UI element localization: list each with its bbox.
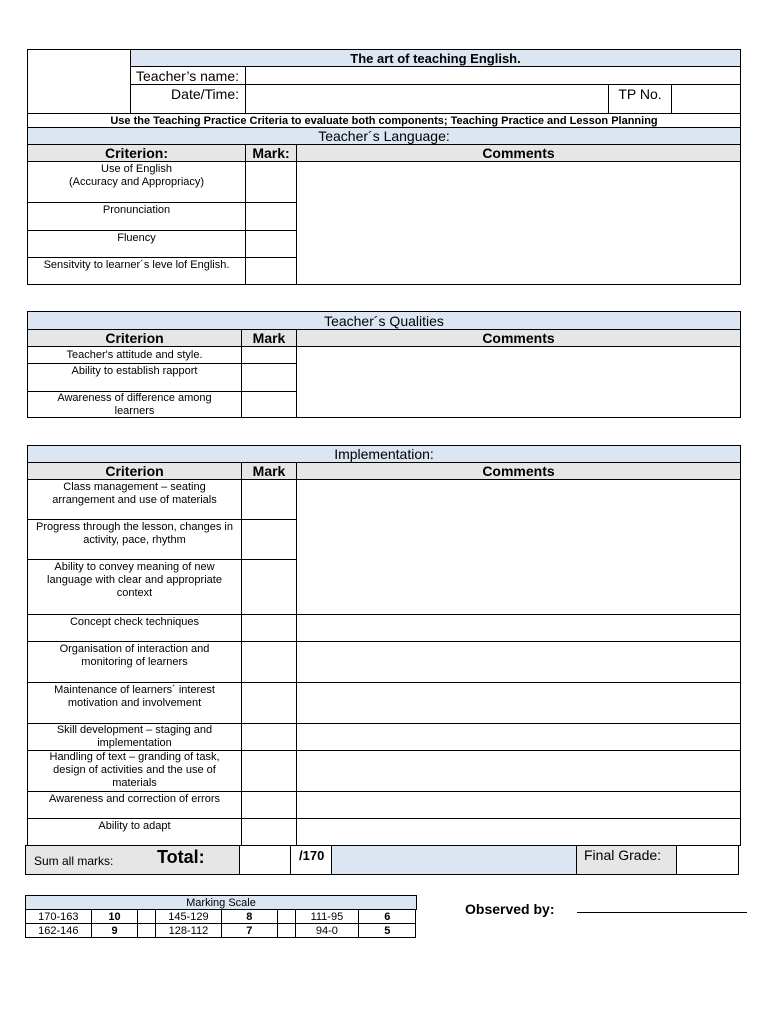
implementation-criterion-motivation: Maintenance of learners´ interest motivation and involvement [27, 682, 242, 724]
qualities-mark-field[interactable] [241, 391, 297, 418]
total-label: Total: [157, 847, 205, 867]
scale-spacer [138, 924, 156, 938]
implementation-comments-field[interactable] [296, 614, 741, 642]
implementation-criterion-convey-meaning: Ability to convey meaning of new language with clear and appropriate context [27, 559, 242, 615]
total-field[interactable] [239, 845, 291, 875]
teacher-name-label: Teacher’s name: [130, 66, 246, 85]
teacher-name-field[interactable] [245, 66, 741, 85]
scale-range: 145-129 [156, 910, 222, 924]
implementation-mark-field[interactable] [241, 791, 297, 819]
date-time-label: Date/Time: [130, 84, 246, 114]
language-comments-field[interactable] [296, 161, 741, 285]
implementation-criterion-class-management: Class management – seating arrangement and use of materials [27, 479, 242, 520]
scale-grade: 8 [221, 910, 277, 924]
scale-grade: 7 [221, 924, 277, 938]
implementation-mark-header: Mark [241, 462, 297, 480]
implementation-criterion-handling-text: Handling of text – granding of task, design of activities and the use of materials [27, 750, 242, 792]
implementation-criterion-skill-development: Skill development – staging and implementation [27, 723, 242, 751]
implementation-comments-field[interactable] [296, 479, 741, 615]
tp-number-field[interactable] [671, 84, 741, 114]
implementation-mark-field[interactable] [241, 818, 297, 846]
implementation-comments-field[interactable] [296, 818, 741, 846]
language-criterion-header: Criterion: [27, 144, 246, 162]
implementation-mark-field[interactable] [241, 723, 297, 751]
implementation-mark-field[interactable] [241, 641, 297, 683]
scale-end [416, 924, 417, 938]
final-grade-field[interactable] [676, 845, 739, 875]
logo-cell [27, 49, 131, 114]
language-comments-header: Comments [296, 144, 741, 162]
marking-scale-title: Marking Scale [26, 896, 417, 910]
qualities-criterion-attitude: Teacher's attitude and style. [27, 346, 242, 364]
implementation-criterion-progress: Progress through the lesson, changes in activity, pace, rhythm [27, 519, 242, 560]
implementation-mark-field[interactable] [241, 682, 297, 724]
sum-all-marks-label: Sum all marks: [34, 854, 114, 868]
qualities-mark-field[interactable] [241, 346, 297, 364]
marking-scale-row [26, 924, 417, 938]
marking-scale-title-row [26, 896, 417, 910]
implementation-comments-field[interactable] [296, 791, 741, 819]
implementation-comments-field[interactable] [296, 682, 741, 724]
final-grade-label: Final Grade: [576, 845, 677, 875]
qualities-comments-header: Comments [296, 329, 741, 347]
implementation-mark-field[interactable] [241, 559, 297, 615]
language-mark-field[interactable] [245, 230, 297, 258]
implementation-mark-field[interactable] [241, 519, 297, 560]
scale-end [416, 910, 417, 924]
implementation-criterion-concept-check: Concept check techniques [27, 614, 242, 642]
implementation-mark-field[interactable] [241, 479, 297, 520]
scale-range: 128-112 [156, 924, 222, 938]
instruction-text: Use the Teaching Practice Criteria to evaluate both components; Teaching Practice and Lesson Planning [27, 113, 741, 128]
implementation-comments-field[interactable] [296, 641, 741, 683]
marking-scale-table [25, 895, 417, 938]
language-mark-field[interactable] [245, 257, 297, 285]
scale-grade: 10 [91, 910, 138, 924]
sum-label-cell [25, 845, 240, 875]
marking-scale-row [26, 910, 417, 924]
total-blue-field[interactable] [331, 845, 577, 875]
implementation-criterion-adapt: Ability to adapt [27, 818, 242, 846]
language-mark-field[interactable] [245, 161, 297, 203]
tp-number-label: TP No. [608, 84, 672, 114]
scale-spacer [138, 910, 156, 924]
date-time-field[interactable] [245, 84, 609, 114]
observed-by-label: Observed by: [465, 901, 555, 917]
implementation-mark-field[interactable] [241, 614, 297, 642]
scale-spacer [277, 924, 295, 938]
language-mark-header: Mark: [245, 144, 297, 162]
qualities-section-title: Teacher´s Qualities [27, 311, 741, 330]
implementation-comments-header: Comments [296, 462, 741, 480]
language-section-title: Teacher´s Language: [27, 127, 741, 145]
observed-by-signature-line[interactable] [577, 912, 747, 913]
implementation-comments-field[interactable] [296, 750, 741, 792]
implementation-criterion-interaction: Organisation of interaction and monitoring of learners [27, 641, 242, 683]
qualities-comments-field[interactable] [296, 346, 741, 418]
scale-spacer [277, 910, 295, 924]
language-criterion-sensitivity: Sensitvity to learner´s leve lof English. [27, 257, 246, 285]
scale-grade: 6 [359, 910, 416, 924]
scale-range: 170-163 [26, 910, 92, 924]
qualities-mark-header: Mark [241, 329, 297, 347]
scale-range: 162-146 [26, 924, 92, 938]
scale-range: 111-95 [295, 910, 359, 924]
scale-grade: 9 [91, 924, 138, 938]
implementation-criterion-header: Criterion [27, 462, 242, 480]
language-criterion-pronunciation: Pronunciation [27, 202, 246, 231]
implementation-section-title: Implementation: [27, 445, 741, 463]
implementation-mark-field[interactable] [241, 750, 297, 792]
scale-range: 94-0 [295, 924, 359, 938]
implementation-criterion-error-correction: Awareness and correction of errors [27, 791, 242, 819]
language-criterion-use-of-english: Use of English (Accuracy and Appropriacy) [27, 161, 246, 203]
language-criterion-fluency: Fluency [27, 230, 246, 258]
form-title: The art of teaching English. [130, 49, 741, 67]
qualities-criterion-awareness: Awareness of difference among learners [27, 391, 242, 418]
qualities-mark-field[interactable] [241, 363, 297, 392]
total-out-of: /170 [290, 845, 332, 875]
implementation-comments-field[interactable] [296, 723, 741, 751]
qualities-criterion-header: Criterion [27, 329, 242, 347]
qualities-criterion-rapport: Ability to establish rapport [27, 363, 242, 392]
scale-grade: 5 [359, 924, 416, 938]
language-mark-field[interactable] [245, 202, 297, 231]
